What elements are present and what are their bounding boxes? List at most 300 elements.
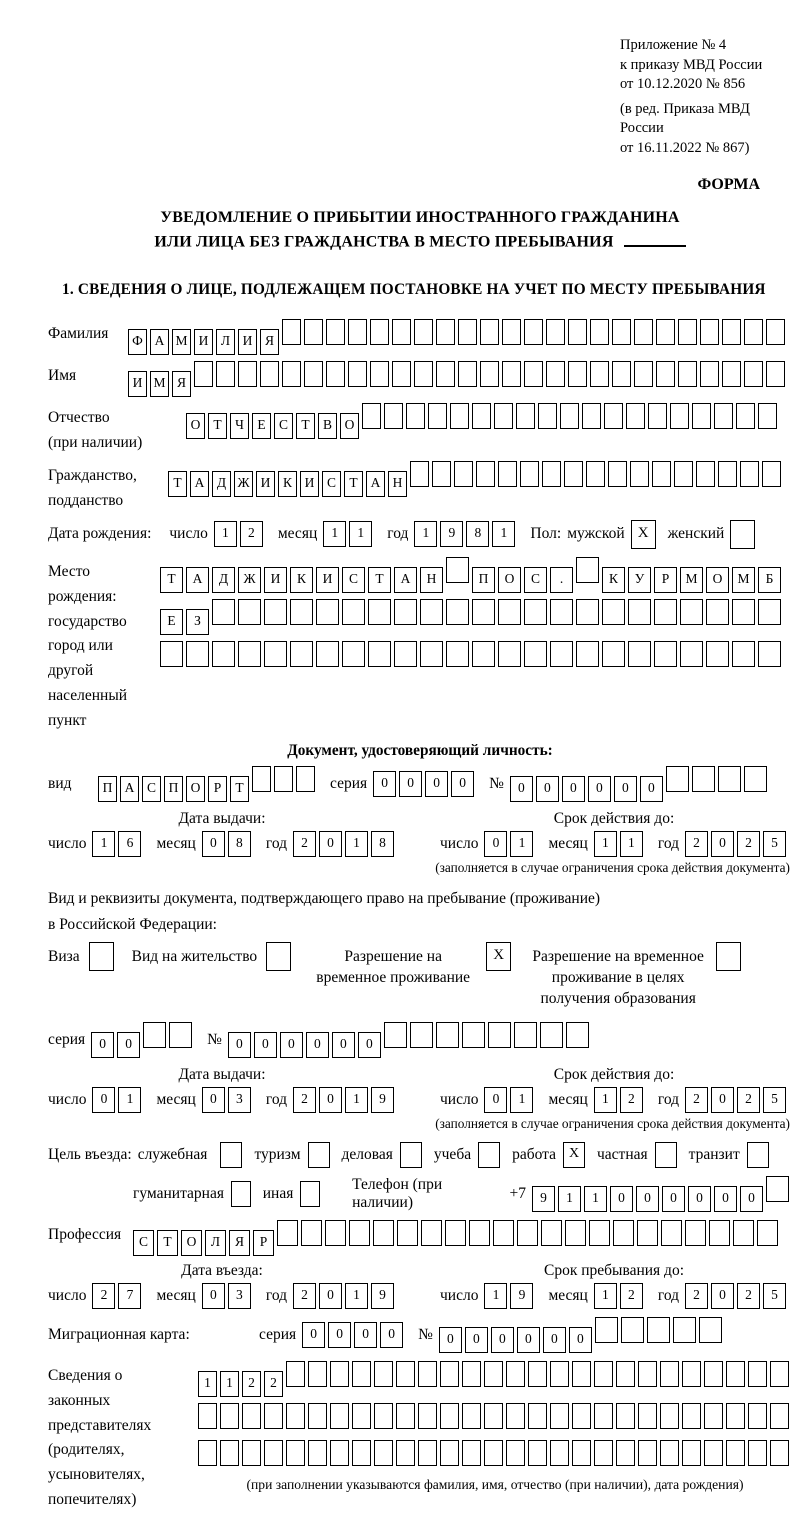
char-cell[interactable] — [440, 1403, 459, 1429]
char-cell[interactable]: 3 — [228, 1283, 251, 1309]
char-cell[interactable] — [722, 361, 741, 387]
char-cell[interactable]: Т — [230, 776, 249, 802]
char-cell[interactable]: 0 — [92, 1087, 115, 1113]
char-cell[interactable] — [613, 1220, 634, 1246]
char-cell[interactable] — [648, 403, 667, 429]
char-cell[interactable]: 2 — [620, 1087, 643, 1113]
char-cell[interactable] — [301, 1220, 322, 1246]
char-cell[interactable] — [744, 361, 763, 387]
char-cell[interactable]: 2 — [293, 1087, 316, 1113]
char-cell[interactable]: 0 — [228, 1032, 251, 1058]
char-cell[interactable]: Р — [654, 567, 677, 593]
char-cell[interactable] — [325, 1220, 346, 1246]
char-cell[interactable]: А — [366, 471, 385, 497]
char-cell[interactable] — [692, 766, 715, 792]
char-cell[interactable] — [748, 1361, 767, 1387]
char-cell[interactable]: Н — [388, 471, 407, 497]
char-cell[interactable] — [384, 1022, 407, 1048]
char-cell[interactable] — [502, 361, 521, 387]
char-cell[interactable] — [550, 641, 573, 667]
char-cell[interactable]: О — [186, 413, 205, 439]
char-cell[interactable] — [348, 319, 367, 345]
char-cell[interactable] — [308, 1403, 327, 1429]
char-cell[interactable] — [352, 1440, 371, 1466]
char-cell[interactable]: 0 — [714, 1186, 737, 1212]
char-cell[interactable] — [480, 361, 499, 387]
char-cell[interactable] — [682, 1361, 701, 1387]
char-cell[interactable] — [286, 1403, 305, 1429]
char-cell[interactable]: В — [318, 413, 337, 439]
char-cell[interactable]: 1 — [323, 521, 346, 547]
char-cell[interactable] — [242, 1403, 261, 1429]
char-cell[interactable]: А — [120, 776, 139, 802]
char-cell[interactable] — [726, 1403, 745, 1429]
char-cell[interactable] — [277, 1220, 298, 1246]
char-cell[interactable] — [630, 461, 649, 487]
char-cell[interactable] — [692, 403, 711, 429]
char-cell[interactable] — [704, 1361, 723, 1387]
char-cell[interactable] — [770, 1403, 789, 1429]
char-cell[interactable] — [576, 641, 599, 667]
char-cell[interactable] — [524, 361, 543, 387]
char-cell[interactable]: К — [290, 567, 313, 593]
char-cell[interactable] — [264, 641, 287, 667]
purpose-chastnaya-checkbox[interactable] — [655, 1142, 677, 1168]
char-cell[interactable] — [766, 361, 785, 387]
char-cell[interactable] — [330, 1361, 349, 1387]
char-cell[interactable]: 1 — [558, 1186, 581, 1212]
char-cell[interactable]: 0 — [439, 1327, 462, 1353]
char-cell[interactable]: И — [194, 329, 213, 355]
char-cell[interactable] — [290, 599, 313, 625]
char-cell[interactable] — [220, 1403, 239, 1429]
char-cell[interactable] — [458, 319, 477, 345]
char-cell[interactable] — [682, 1403, 701, 1429]
char-cell[interactable] — [680, 599, 703, 625]
char-cell[interactable]: 1 — [492, 521, 515, 547]
char-cell[interactable]: П — [472, 567, 495, 593]
purpose-tranzit-checkbox[interactable] — [747, 1142, 769, 1168]
char-cell[interactable] — [260, 361, 279, 387]
char-cell[interactable] — [374, 1403, 393, 1429]
char-cell[interactable] — [290, 641, 313, 667]
char-cell[interactable] — [406, 403, 425, 429]
char-cell[interactable] — [726, 1361, 745, 1387]
char-cell[interactable]: У — [628, 567, 651, 593]
char-cell[interactable] — [374, 1440, 393, 1466]
char-cell[interactable] — [586, 461, 605, 487]
char-cell[interactable] — [264, 1440, 283, 1466]
char-cell[interactable] — [582, 403, 601, 429]
char-cell[interactable] — [699, 1317, 722, 1343]
char-cell[interactable] — [732, 641, 755, 667]
char-cell[interactable]: Т — [368, 567, 391, 593]
purpose-ucheba-checkbox[interactable] — [478, 1142, 500, 1168]
char-cell[interactable] — [564, 461, 583, 487]
char-cell[interactable] — [748, 1440, 767, 1466]
char-cell[interactable] — [362, 403, 381, 429]
char-cell[interactable] — [516, 403, 535, 429]
char-cell[interactable] — [678, 361, 697, 387]
char-cell[interactable] — [709, 1220, 730, 1246]
char-cell[interactable] — [621, 1317, 644, 1343]
char-cell[interactable]: 2 — [293, 1283, 316, 1309]
char-cell[interactable] — [654, 599, 677, 625]
char-cell[interactable] — [678, 319, 697, 345]
char-cell[interactable] — [589, 1220, 610, 1246]
char-cell[interactable] — [550, 1403, 569, 1429]
char-cell[interactable] — [446, 599, 469, 625]
char-cell[interactable]: 0 — [484, 1087, 507, 1113]
char-cell[interactable] — [238, 361, 257, 387]
char-cell[interactable] — [458, 361, 477, 387]
char-cell[interactable] — [308, 1440, 327, 1466]
char-cell[interactable] — [762, 461, 781, 487]
char-cell[interactable] — [394, 641, 417, 667]
char-cell[interactable] — [238, 641, 261, 667]
char-cell[interactable] — [252, 766, 271, 792]
char-cell[interactable]: Т — [168, 471, 187, 497]
char-cell[interactable] — [370, 361, 389, 387]
char-cell[interactable] — [342, 641, 365, 667]
char-cell[interactable] — [220, 1440, 239, 1466]
char-cell[interactable]: 0 — [491, 1327, 514, 1353]
char-cell[interactable] — [528, 1440, 547, 1466]
char-cell[interactable] — [704, 1403, 723, 1429]
char-cell[interactable]: 0 — [280, 1032, 303, 1058]
char-cell[interactable] — [706, 641, 729, 667]
char-cell[interactable] — [498, 599, 521, 625]
char-cell[interactable] — [368, 599, 391, 625]
char-cell[interactable]: 0 — [425, 771, 448, 797]
char-cell[interactable]: 0 — [610, 1186, 633, 1212]
char-cell[interactable] — [572, 1440, 591, 1466]
char-cell[interactable] — [396, 1361, 415, 1387]
char-cell[interactable] — [660, 1440, 679, 1466]
char-cell[interactable]: 3 — [228, 1087, 251, 1113]
char-cell[interactable] — [766, 1176, 789, 1202]
char-cell[interactable]: 1 — [220, 1371, 239, 1397]
char-cell[interactable] — [700, 361, 719, 387]
char-cell[interactable]: 0 — [319, 1283, 342, 1309]
char-cell[interactable] — [748, 1403, 767, 1429]
char-cell[interactable] — [414, 319, 433, 345]
char-cell[interactable]: Т — [157, 1230, 178, 1256]
char-cell[interactable]: 2 — [242, 1371, 261, 1397]
char-cell[interactable]: С — [524, 567, 547, 593]
char-cell[interactable] — [524, 319, 543, 345]
char-cell[interactable] — [594, 1361, 613, 1387]
char-cell[interactable] — [706, 599, 729, 625]
char-cell[interactable]: З — [186, 609, 209, 635]
char-cell[interactable]: М — [732, 567, 755, 593]
char-cell[interactable] — [608, 461, 627, 487]
char-cell[interactable] — [590, 319, 609, 345]
char-cell[interactable]: 0 — [117, 1032, 140, 1058]
char-cell[interactable]: Ж — [234, 471, 253, 497]
char-cell[interactable] — [186, 641, 209, 667]
char-cell[interactable] — [674, 461, 693, 487]
char-cell[interactable]: О — [186, 776, 205, 802]
char-cell[interactable]: С — [322, 471, 341, 497]
char-cell[interactable] — [506, 1361, 525, 1387]
char-cell[interactable]: 1 — [594, 1283, 617, 1309]
char-cell[interactable] — [330, 1440, 349, 1466]
char-cell[interactable] — [514, 1022, 537, 1048]
char-cell[interactable]: 0 — [306, 1032, 329, 1058]
char-cell[interactable] — [498, 461, 517, 487]
char-cell[interactable]: 1 — [594, 1087, 617, 1113]
char-cell[interactable] — [384, 403, 403, 429]
char-cell[interactable] — [484, 1403, 503, 1429]
char-cell[interactable] — [488, 1022, 511, 1048]
char-cell[interactable]: 0 — [688, 1186, 711, 1212]
char-cell[interactable]: Л — [205, 1230, 226, 1256]
char-cell[interactable]: С — [274, 413, 293, 439]
char-cell[interactable]: О — [181, 1230, 202, 1256]
char-cell[interactable]: К — [278, 471, 297, 497]
char-cell[interactable]: О — [706, 567, 729, 593]
char-cell[interactable] — [538, 403, 557, 429]
char-cell[interactable] — [566, 1022, 589, 1048]
char-cell[interactable]: М — [680, 567, 703, 593]
char-cell[interactable] — [744, 319, 763, 345]
char-cell[interactable]: 0 — [202, 1087, 225, 1113]
char-cell[interactable]: 0 — [588, 776, 611, 802]
char-cell[interactable] — [638, 1361, 657, 1387]
char-cell[interactable] — [656, 361, 675, 387]
char-cell[interactable] — [704, 1440, 723, 1466]
char-cell[interactable]: Ф — [128, 329, 147, 355]
char-cell[interactable] — [392, 319, 411, 345]
char-cell[interactable]: 2 — [240, 521, 263, 547]
char-cell[interactable]: 8 — [466, 521, 489, 547]
char-cell[interactable]: 1 — [345, 1283, 368, 1309]
char-cell[interactable]: 2 — [737, 831, 760, 857]
char-cell[interactable]: 1 — [349, 521, 372, 547]
char-cell[interactable]: 8 — [371, 831, 394, 857]
char-cell[interactable]: 0 — [380, 1322, 403, 1348]
char-cell[interactable] — [524, 641, 547, 667]
temp-residence-checkbox[interactable]: X — [486, 942, 511, 971]
char-cell[interactable] — [506, 1403, 525, 1429]
char-cell[interactable] — [634, 319, 653, 345]
char-cell[interactable] — [572, 1403, 591, 1429]
char-cell[interactable]: Т — [296, 413, 315, 439]
char-cell[interactable] — [349, 1220, 370, 1246]
char-cell[interactable] — [282, 319, 301, 345]
char-cell[interactable]: О — [498, 567, 521, 593]
char-cell[interactable] — [436, 361, 455, 387]
char-cell[interactable] — [647, 1317, 670, 1343]
char-cell[interactable] — [576, 557, 599, 583]
char-cell[interactable] — [462, 1440, 481, 1466]
char-cell[interactable]: 0 — [399, 771, 422, 797]
char-cell[interactable]: 0 — [662, 1186, 685, 1212]
char-cell[interactable]: С — [342, 567, 365, 593]
char-cell[interactable]: 6 — [118, 831, 141, 857]
char-cell[interactable] — [654, 641, 677, 667]
char-cell[interactable] — [348, 361, 367, 387]
char-cell[interactable] — [484, 1361, 503, 1387]
char-cell[interactable] — [242, 1440, 261, 1466]
char-cell[interactable]: 1 — [620, 831, 643, 857]
char-cell[interactable]: Я — [172, 371, 191, 397]
char-cell[interactable] — [528, 1403, 547, 1429]
char-cell[interactable] — [472, 599, 495, 625]
char-cell[interactable] — [480, 319, 499, 345]
char-cell[interactable] — [740, 461, 759, 487]
char-cell[interactable]: И — [300, 471, 319, 497]
char-cell[interactable] — [722, 319, 741, 345]
char-cell[interactable] — [652, 461, 671, 487]
char-cell[interactable] — [638, 1440, 657, 1466]
char-cell[interactable] — [410, 1022, 433, 1048]
char-cell[interactable]: 0 — [328, 1322, 351, 1348]
char-cell[interactable] — [733, 1220, 754, 1246]
char-cell[interactable] — [524, 599, 547, 625]
char-cell[interactable] — [352, 1403, 371, 1429]
purpose-turizm-checkbox[interactable] — [308, 1142, 330, 1168]
char-cell[interactable] — [420, 641, 443, 667]
char-cell[interactable] — [718, 461, 737, 487]
purpose-inaya-checkbox[interactable] — [300, 1181, 320, 1207]
char-cell[interactable]: 0 — [451, 771, 474, 797]
char-cell[interactable]: С — [133, 1230, 154, 1256]
char-cell[interactable] — [498, 641, 521, 667]
char-cell[interactable]: 2 — [264, 1371, 283, 1397]
char-cell[interactable]: 0 — [614, 776, 637, 802]
char-cell[interactable] — [656, 319, 675, 345]
char-cell[interactable] — [462, 1403, 481, 1429]
char-cell[interactable]: 2 — [92, 1283, 115, 1309]
char-cell[interactable] — [660, 1361, 679, 1387]
char-cell[interactable] — [446, 557, 469, 583]
purpose-gumanitarnaya-checkbox[interactable] — [231, 1181, 251, 1207]
char-cell[interactable] — [238, 599, 261, 625]
char-cell[interactable]: К — [602, 567, 625, 593]
char-cell[interactable] — [576, 599, 599, 625]
char-cell[interactable] — [700, 319, 719, 345]
char-cell[interactable] — [502, 319, 521, 345]
char-cell[interactable] — [770, 1361, 789, 1387]
char-cell[interactable]: 1 — [345, 831, 368, 857]
char-cell[interactable] — [517, 1220, 538, 1246]
char-cell[interactable]: 0 — [373, 771, 396, 797]
char-cell[interactable] — [282, 361, 301, 387]
char-cell[interactable]: 2 — [737, 1087, 760, 1113]
char-cell[interactable]: О — [340, 413, 359, 439]
char-cell[interactable]: 2 — [293, 831, 316, 857]
char-cell[interactable]: 1 — [345, 1087, 368, 1113]
char-cell[interactable] — [286, 1361, 305, 1387]
char-cell[interactable]: Е — [252, 413, 271, 439]
char-cell[interactable] — [766, 319, 785, 345]
char-cell[interactable]: 1 — [594, 831, 617, 857]
char-cell[interactable]: 0 — [536, 776, 559, 802]
char-cell[interactable]: 0 — [332, 1032, 355, 1058]
char-cell[interactable]: 0 — [517, 1327, 540, 1353]
char-cell[interactable]: 0 — [640, 776, 663, 802]
char-cell[interactable]: А — [190, 471, 209, 497]
char-cell[interactable] — [436, 1022, 459, 1048]
char-cell[interactable]: Н — [420, 567, 443, 593]
char-cell[interactable]: 0 — [484, 831, 507, 857]
char-cell[interactable]: И — [316, 567, 339, 593]
char-cell[interactable] — [212, 599, 235, 625]
char-cell[interactable] — [616, 1403, 635, 1429]
char-cell[interactable]: А — [186, 567, 209, 593]
char-cell[interactable]: 0 — [465, 1327, 488, 1353]
char-cell[interactable] — [421, 1220, 442, 1246]
char-cell[interactable]: С — [142, 776, 161, 802]
char-cell[interactable]: 2 — [737, 1283, 760, 1309]
char-cell[interactable]: 9 — [510, 1283, 533, 1309]
char-cell[interactable] — [758, 403, 777, 429]
char-cell[interactable] — [520, 461, 539, 487]
char-cell[interactable] — [732, 599, 755, 625]
char-cell[interactable] — [757, 1220, 778, 1246]
char-cell[interactable] — [212, 641, 235, 667]
char-cell[interactable] — [546, 361, 565, 387]
char-cell[interactable] — [342, 599, 365, 625]
char-cell[interactable] — [560, 403, 579, 429]
char-cell[interactable] — [682, 1440, 701, 1466]
char-cell[interactable] — [330, 1403, 349, 1429]
char-cell[interactable]: 2 — [685, 831, 708, 857]
char-cell[interactable] — [572, 1361, 591, 1387]
char-cell[interactable]: 0 — [202, 1283, 225, 1309]
char-cell[interactable] — [410, 461, 429, 487]
char-cell[interactable]: 0 — [358, 1032, 381, 1058]
char-cell[interactable] — [666, 766, 689, 792]
char-cell[interactable] — [418, 1440, 437, 1466]
char-cell[interactable] — [432, 461, 451, 487]
char-cell[interactable] — [718, 766, 741, 792]
char-cell[interactable] — [316, 599, 339, 625]
char-cell[interactable]: Ж — [238, 567, 261, 593]
char-cell[interactable]: 9 — [371, 1087, 394, 1113]
char-cell[interactable]: 0 — [202, 831, 225, 857]
char-cell[interactable]: 2 — [620, 1283, 643, 1309]
char-cell[interactable] — [638, 1403, 657, 1429]
char-cell[interactable] — [484, 1440, 503, 1466]
char-cell[interactable] — [373, 1220, 394, 1246]
char-cell[interactable]: 9 — [532, 1186, 555, 1212]
char-cell[interactable] — [462, 1022, 485, 1048]
char-cell[interactable] — [469, 1220, 490, 1246]
char-cell[interactable] — [216, 361, 235, 387]
char-cell[interactable] — [450, 403, 469, 429]
char-cell[interactable] — [616, 1440, 635, 1466]
char-cell[interactable] — [612, 319, 631, 345]
char-cell[interactable]: . — [550, 567, 573, 593]
char-cell[interactable]: И — [256, 471, 275, 497]
char-cell[interactable]: 1 — [584, 1186, 607, 1212]
char-cell[interactable] — [264, 599, 287, 625]
char-cell[interactable]: 0 — [740, 1186, 763, 1212]
char-cell[interactable]: Т — [160, 567, 183, 593]
char-cell[interactable] — [590, 361, 609, 387]
char-cell[interactable] — [440, 1440, 459, 1466]
char-cell[interactable]: 8 — [228, 831, 251, 857]
char-cell[interactable] — [714, 403, 733, 429]
char-cell[interactable]: 0 — [569, 1327, 592, 1353]
char-cell[interactable] — [143, 1022, 166, 1048]
char-cell[interactable] — [274, 766, 293, 792]
char-cell[interactable]: П — [164, 776, 183, 802]
char-cell[interactable] — [304, 319, 323, 345]
